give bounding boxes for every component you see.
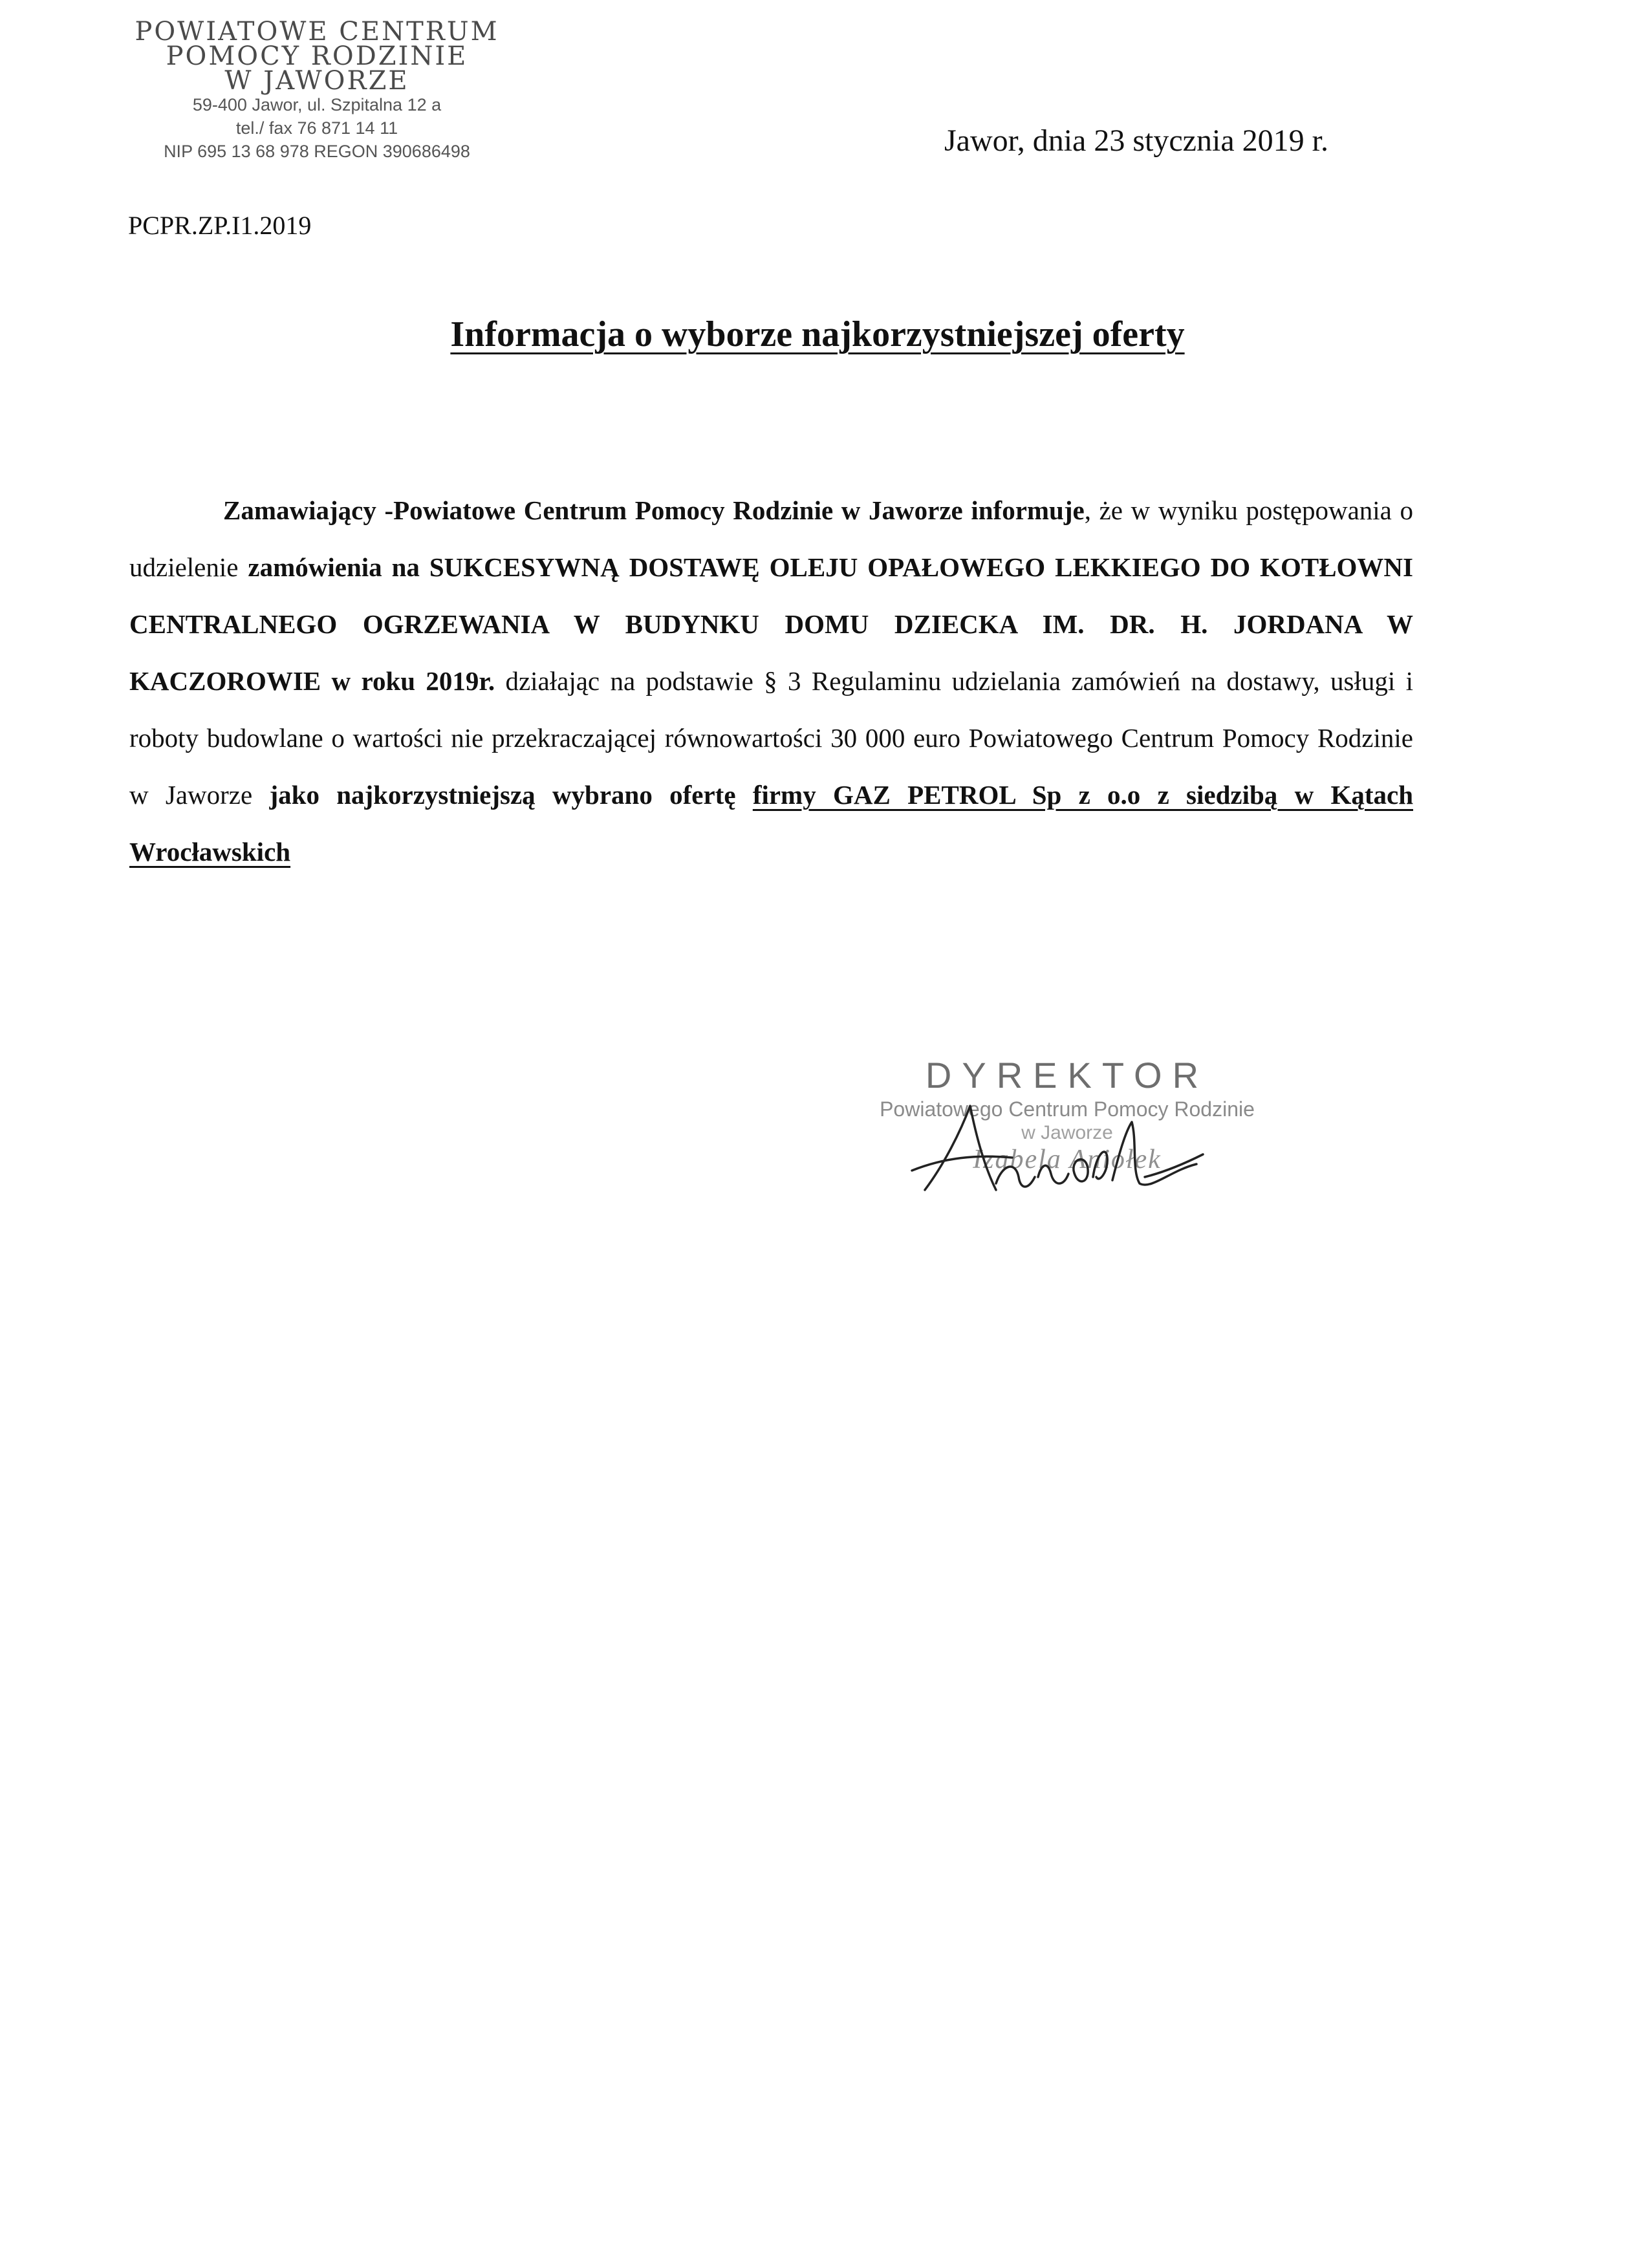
letterhead-phone: tel./ fax 76 871 14 11	[235, 118, 398, 138]
body-part-6: firmy GAZ PETROL Sp z o.o z siedzibą w Kątach Wrocławskich	[129, 780, 1413, 867]
letterhead-line-2: POMOCY RODZINIE	[166, 41, 468, 71]
director-stamp-location: w Jaworze	[1021, 1122, 1113, 1143]
body-part-4: działając na podstawie § 3 Regulaminu udzielania zamówień na dostawy, usługi i roboty budowlane o wartości nie przekraczającej równowartości 30 000 euro Powiatowego Centrum Pomocy Rodzinie w Jaworze	[129, 666, 1413, 810]
director-stamp-title: DYREKTOR	[925, 1055, 1209, 1096]
body-part-3: zamówienia na SUKCESYWNĄ DOSTAWĘ OLEJU OPAŁOWEGO LEKKIEGO DO KOTŁOWNI CENTRALNEGO OGRZEWANIA W BUDYNKU DOMU DZIECKA IM. DR. H. JORDANA W KACZOROWIE w roku 2019r.	[129, 552, 1413, 696]
handwritten-signature	[899, 1093, 1261, 1222]
director-stamp-org: Powiatowego Centrum Pomocy Rodzinie	[880, 1097, 1255, 1121]
letterhead-stamp	[97, 19, 537, 163]
letterhead-ids: NIP 695 13 68 978 REGON 390686498	[164, 142, 470, 161]
document-date: Jawor, dnia 23 stycznia 2019 r.	[944, 124, 1328, 158]
letterhead-address: 59-400 Jawor, ul. Szpitalna 12 a	[192, 95, 442, 114]
document-title-text: Informacja o wyborze najkorzystniejszej oferty	[450, 314, 1185, 354]
document-title	[0, 314, 1635, 355]
reference-number: PCPR.ZP.I1.2019	[128, 211, 312, 240]
body-part-1: Zamawiający -Powiatowe Centrum Pomocy Rodzinie w Jaworze informuje	[223, 495, 1085, 525]
letterhead-line-1: POWIATOWE CENTRUM	[135, 17, 499, 47]
director-stamp-name: Izabela Aniołek	[973, 1145, 1162, 1174]
body-paragraph	[129, 482, 1413, 880]
body-part-2: , że w wyniku postępowania o udzielenie	[129, 495, 1413, 582]
body-part-5: jako najkorzystniejszą wybrano ofertę	[269, 780, 753, 810]
letterhead-line-3: W JAWORZE	[224, 66, 409, 96]
